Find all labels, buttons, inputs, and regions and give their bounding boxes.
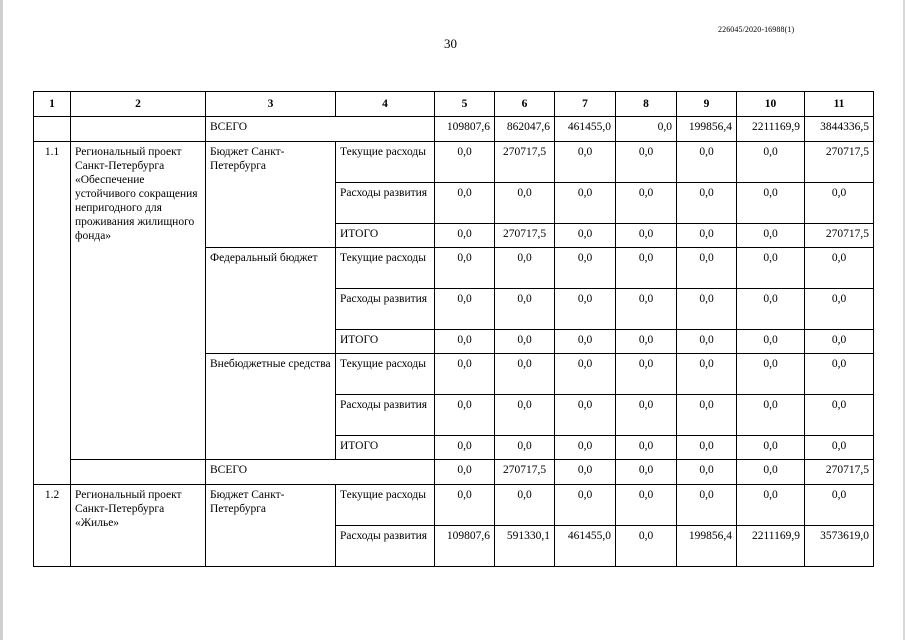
expense-type: Текущие расходы — [336, 248, 435, 289]
funding-source: Внебюджетные средства — [206, 354, 336, 460]
value-cell: 0,0 — [435, 395, 495, 436]
column-header: 1 — [34, 92, 71, 117]
column-header: 3 — [206, 92, 336, 117]
funding-source: Бюджет Санкт-Петербурга — [206, 485, 336, 567]
value-cell: 3573619,0 — [805, 526, 874, 567]
value-cell: 461455,0 — [555, 117, 616, 142]
value-cell: 109807,6 — [435, 526, 495, 567]
value-cell: 0,0 — [616, 248, 677, 289]
value-cell: 0,0 — [805, 289, 874, 330]
value-cell: 0,0 — [555, 460, 616, 485]
value-cell: 0,0 — [737, 248, 805, 289]
table-row — [34, 485, 874, 526]
column-header: 4 — [336, 92, 435, 117]
value-cell: 0,0 — [555, 354, 616, 395]
value-cell: 0,0 — [555, 485, 616, 526]
column-header: 11 — [805, 92, 874, 117]
value-cell: 0,0 — [677, 436, 737, 460]
value-cell: 0,0 — [616, 354, 677, 395]
value-cell: 0,0 — [737, 330, 805, 354]
column-header: 8 — [616, 92, 677, 117]
value-cell: 0,0 — [737, 289, 805, 330]
value-cell: 0,0 — [555, 436, 616, 460]
value-cell: 0,0 — [555, 248, 616, 289]
value-cell: 0,0 — [616, 224, 677, 248]
value-cell: 0,0 — [677, 289, 737, 330]
column-header: 7 — [555, 92, 616, 117]
value-cell: 0,0 — [805, 436, 874, 460]
scan-left-edge — [0, 0, 3, 640]
project-number: 1.2 — [34, 485, 71, 567]
expense-type: ИТОГО — [336, 330, 435, 354]
value-cell: 0,0 — [677, 354, 737, 395]
value-cell: 0,0 — [435, 224, 495, 248]
value-cell: 0,0 — [677, 395, 737, 436]
value-cell: 0,0 — [435, 142, 495, 183]
expense-type: Текущие расходы — [336, 485, 435, 526]
value-cell: 0,0 — [737, 485, 805, 526]
value-cell: 0,0 — [737, 436, 805, 460]
value-cell: 0,0 — [616, 117, 677, 142]
grand-total-label: ВСЕГО — [206, 117, 435, 142]
empty-cell — [71, 460, 206, 485]
value-cell: 0,0 — [495, 485, 555, 526]
value-cell: 0,0 — [616, 436, 677, 460]
value-cell: 0,0 — [495, 289, 555, 330]
value-cell: 0,0 — [737, 183, 805, 224]
expense-type: Расходы развития — [336, 526, 435, 567]
value-cell: 0,0 — [805, 183, 874, 224]
value-cell: 270717,5 — [805, 224, 874, 248]
value-cell: 0,0 — [495, 354, 555, 395]
value-cell: 0,0 — [677, 248, 737, 289]
value-cell: 0,0 — [737, 142, 805, 183]
value-cell: 0,0 — [737, 395, 805, 436]
value-cell: 0,0 — [435, 436, 495, 460]
expense-type: Текущие расходы — [336, 142, 435, 183]
expense-type: ИТОГО — [336, 224, 435, 248]
value-cell: 0,0 — [435, 354, 495, 395]
value-cell: 0,0 — [435, 289, 495, 330]
value-cell: 0,0 — [616, 142, 677, 183]
project-name: Региональный проект Санкт-Петербурга «Жилье» — [71, 485, 206, 567]
value-cell: 270717,5 — [495, 142, 555, 183]
value-cell: 862047,6 — [495, 117, 555, 142]
value-cell: 0,0 — [435, 460, 495, 485]
value-cell: 0,0 — [495, 330, 555, 354]
value-cell: 0,0 — [435, 183, 495, 224]
column-header: 2 — [71, 92, 206, 117]
value-cell: 0,0 — [677, 485, 737, 526]
value-cell: 0,0 — [555, 224, 616, 248]
project-number: 1.1 — [34, 142, 71, 485]
budget-table — [33, 91, 874, 567]
value-cell: 0,0 — [555, 330, 616, 354]
value-cell: 461455,0 — [555, 526, 616, 567]
column-header: 10 — [737, 92, 805, 117]
column-header: 9 — [677, 92, 737, 117]
expense-type: ИТОГО — [336, 436, 435, 460]
grand-total-row — [34, 117, 874, 142]
empty-cell — [34, 117, 71, 142]
value-cell: 0,0 — [737, 224, 805, 248]
value-cell: 0,0 — [737, 460, 805, 485]
value-cell: 0,0 — [805, 248, 874, 289]
value-cell: 0,0 — [435, 485, 495, 526]
value-cell: 0,0 — [616, 330, 677, 354]
value-cell: 0,0 — [616, 526, 677, 567]
value-cell: 0,0 — [677, 224, 737, 248]
value-cell: 0,0 — [677, 142, 737, 183]
value-cell: 0,0 — [495, 248, 555, 289]
value-cell: 2211169,9 — [737, 526, 805, 567]
value-cell: 0,0 — [805, 330, 874, 354]
value-cell: 591330,1 — [495, 526, 555, 567]
value-cell: 0,0 — [435, 330, 495, 354]
value-cell: 199856,4 — [677, 526, 737, 567]
value-cell: 0,0 — [616, 460, 677, 485]
empty-cell — [71, 117, 206, 142]
project-name: Региональный проект Санкт-Петербурга «Обеспечение устойчивого сокращения непригодного для проживания жилищного фонда» — [71, 142, 206, 460]
value-cell: 0,0 — [555, 142, 616, 183]
value-cell: 0,0 — [805, 395, 874, 436]
value-cell: 0,0 — [616, 485, 677, 526]
project-total-label: ВСЕГО — [206, 460, 435, 485]
value-cell: 0,0 — [677, 460, 737, 485]
column-header: 6 — [495, 92, 555, 117]
value-cell: 0,0 — [677, 330, 737, 354]
funding-source: Бюджет Санкт-Петербурга — [206, 142, 336, 248]
expense-type: Текущие расходы — [336, 354, 435, 395]
column-header: 5 — [435, 92, 495, 117]
value-cell: 270717,5 — [495, 460, 555, 485]
value-cell: 0,0 — [555, 183, 616, 224]
expense-type: Расходы развития — [336, 183, 435, 224]
table-row — [34, 142, 874, 183]
value-cell: 0,0 — [616, 183, 677, 224]
funding-source: Федеральный бюджет — [206, 248, 336, 354]
value-cell: 0,0 — [616, 395, 677, 436]
value-cell: 270717,5 — [805, 460, 874, 485]
value-cell: 0,0 — [677, 183, 737, 224]
project-total-row — [34, 460, 874, 485]
value-cell: 109807,6 — [435, 117, 495, 142]
value-cell: 0,0 — [805, 485, 874, 526]
value-cell: 3844336,5 — [805, 117, 874, 142]
column-number-row — [34, 92, 874, 117]
value-cell: 0,0 — [555, 395, 616, 436]
value-cell: 270717,5 — [495, 224, 555, 248]
value-cell: 0,0 — [495, 436, 555, 460]
value-cell: 2211169,9 — [737, 117, 805, 142]
document-id: 226045/2020-16988(1) — [718, 25, 795, 34]
value-cell: 0,0 — [737, 354, 805, 395]
value-cell: 199856,4 — [677, 117, 737, 142]
value-cell: 0,0 — [616, 289, 677, 330]
expense-type: Расходы развития — [336, 395, 435, 436]
value-cell: 270717,5 — [805, 142, 874, 183]
value-cell: 0,0 — [435, 248, 495, 289]
page-number: 30 — [444, 36, 457, 51]
value-cell: 0,0 — [495, 395, 555, 436]
value-cell: 0,0 — [555, 289, 616, 330]
expense-type: Расходы развития — [336, 289, 435, 330]
value-cell: 0,0 — [805, 354, 874, 395]
value-cell: 0,0 — [495, 183, 555, 224]
